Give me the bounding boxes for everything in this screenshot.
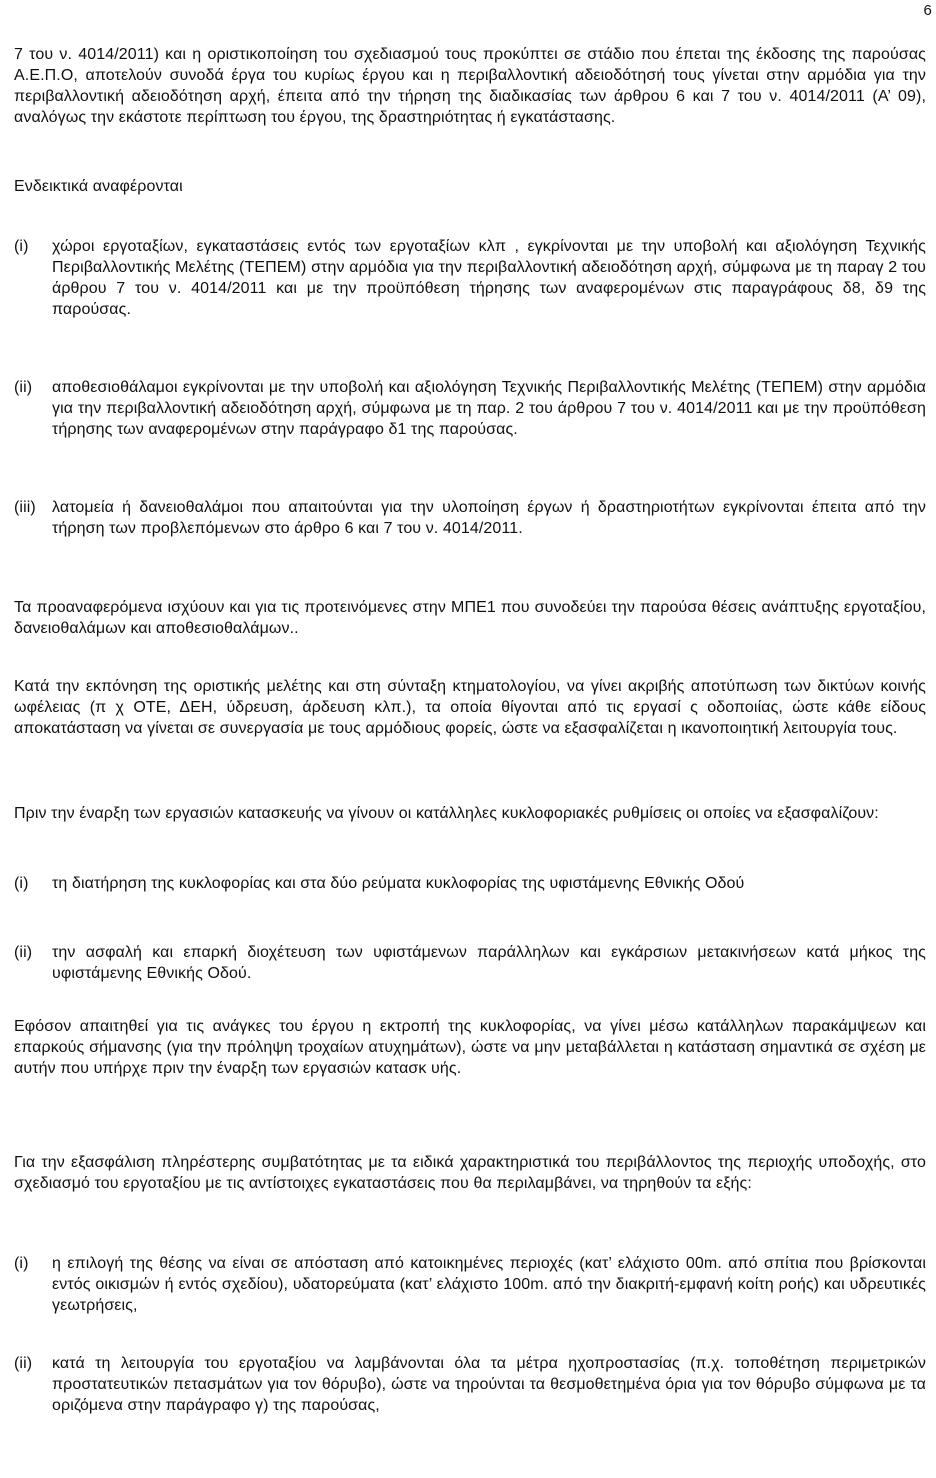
- item-marker: (i): [14, 875, 29, 892]
- item-text: τη διατήρηση της κυκλοφορίας και στα δύο ρεύματα κυκλοφορίας της υφιστάμενης Εθνικής Οδού: [52, 875, 745, 892]
- compatibility-item-1: [14, 1253, 926, 1316]
- proposed-paragraph: Τα προαναφερόμενα ισχύουν και για τις προτεινόμενες στην ΜΠΕ1 που συνοδεύει την παρούσα θέσεις ανάπτυξης εργοταξίου, δανειοθαλάμων και αποθεσιοθαλάμων..: [14, 599, 926, 637]
- item-marker: (ii): [14, 944, 33, 961]
- item-marker: (i): [14, 238, 29, 255]
- traffic-intro-paragraph: Πριν την έναρξη των εργασιών κατασκευής να γίνουν οι κατάλληλες κυκλοφοριακές ρυθμίσεις οι οποίες να εξασφαλίζουν:: [14, 805, 879, 822]
- indicative-heading: Ενδεικτικά αναφέρονται: [14, 178, 183, 195]
- item-marker: (iii): [14, 499, 36, 516]
- item-text: κατά τη λειτουργία του εργοταξίου να λαμβάνονται όλα τα μέτρα ηχοπροστασίας (π.χ. τοποθέτηση περιμετρικών προστατευτικών πετασμάτων για τον θόρυβο), ώστε να τηρούνται τα θεσμοθετημένα όρια για τον θόρυβο σύμφωνα με τα οριζόμενα στην παράγραφο γ) της παρούσας,: [52, 1355, 926, 1414]
- item-marker: (ii): [14, 379, 33, 396]
- item-text: η επιλογή της θέσης να είναι σε απόσταση από κατοικημένες περιοχές (κατ’ ελάχιστο 00m. από σπίτια που βρίσκονται εντός οικισμών ή εντός σχεδίου), υδατορεύματα (κατ’ ελάχιστο 100m. από την διακριτή-εμφανή κοίτη ροής) και υδρευτικές γεωτρήσεις,: [52, 1255, 926, 1314]
- item-marker: (ii): [14, 1355, 33, 1372]
- traffic-item-2: [14, 942, 926, 984]
- diversion-paragraph: Εφόσον απαιτηθεί για τις ανάγκες του έργου η εκτροπή της κυκλοφορίας, να γίνει μέσω κατάλληλων παρακάμψεων και επαρκούς σήμανσης (για την πρόληψη τροχαίων ατυχημάτων), ώστε να μην μεταβάλλεται η κατάσταση σημαντικά σε σχέση με αυτήν που υπήρχε πριν την έναρξη των εργασιών κατασκ υής.: [14, 1018, 926, 1077]
- page-number: 6: [923, 2, 932, 19]
- item-marker: (i): [14, 1255, 29, 1272]
- item-text: την ασφαλή και επαρκή διοχέτευση των υφιστάμενων παράλληλων και εγκάρσιων μετακινήσεων κατά μήκος της υφιστάμενης Εθνικής Οδού.: [52, 944, 926, 982]
- compatibility-item-2: [14, 1353, 926, 1416]
- traffic-item-1: [14, 873, 926, 894]
- item-text: λατομεία ή δανειοθαλάμοι που απαιτούνται για την υλοποίηση έργων ή δραστηριοτήτων εγκρίνονται έπειτα από την τήρηση των προβλεπόμενων στο άρθρο 6 και 7 του ν. 4014/2011.: [52, 499, 926, 537]
- compatibility-intro-paragraph: Για την εξασφάλιση πληρέστερης συμβατότητας με τα ειδικά χαρακτηριστικά του περιβάλλοντος της περιοχής υποδοχής, στο σχεδιασμό του εργοταξίου με τις αντίστοιχες εγκαταστάσεις που θα περιλαμβάνει, να τηρηθούν τα εξής:: [14, 1154, 926, 1192]
- utilities-paragraph: Κατά την εκπόνηση της οριστικής μελέτης και στη σύνταξη κτηματολογίου, να γίνει ακριβής αποτύπωση των δικτύων κοινής ωφέλειας (π χ ΟΤΕ, ΔΕΗ, ύδρευση, άρδευση κλπ.), τα οποία θίγονται από τις εργασί ς οδοποιίας, ώστε κάθε είδους αποκατάσταση να γίνεται σε συνεργασία με τους αρμόδιους φορείς, ώστε να εξασφαλίζεται η ικανοποιητική λειτουργία τους.: [14, 678, 926, 737]
- indicative-item-3: [14, 497, 926, 539]
- indicative-item-1: [14, 236, 926, 320]
- intro-paragraph: 7 του ν. 4014/2011) και η οριστικοποίηση του σχεδιασμού τους προκύπτει σε στάδιο που έπεται της έκδοσης της παρούσας Α.Ε.Π.Ο, αποτελούν συνοδά έργα του κυρίως έργου και η περιβαλλοντική αδειοδότησή τους γίνεται στην αρμόδια για την περιβαλλοντική αδειοδότηση αρχή, έπειτα από την τήρηση της διαδικασίας των άρθρου 6 και 7 του ν. 4014/2011 (Α’ 09), αναλόγως την εκάστοτε περίπτωση του έργου, της δραστηριότητας ή εγκατάστασης.: [14, 46, 926, 126]
- item-text: αποθεσιοθάλαμοι εγκρίνονται με την υποβολή και αξιολόγηση Τεχνικής Περιβαλλοντικής Μελέτης (ΤΕΠΕΜ) στην αρμόδια για την περιβαλλοντική αδειοδότηση αρχή, σύμφωνα με τη παρ. 2 του άρθρου 7 του ν. 4014/2011 και με την προϋπόθεση τήρησης των αναφερομένων στην παράγραφο δ1 της παρούσας.: [52, 379, 926, 438]
- item-text: χώροι εργοταξίων, εγκαταστάσεις εντός των εργοταξίων κλπ , εγκρίνονται με την υποβολή και αξιολόγηση Τεχνικής Περιβαλλοντικής Μελέτης (ΤΕΠΕΜ) στην αρμόδια για την περιβαλλοντική αδειοδότηση αρχή, σύμφωνα με τη παραγ 2 του άρθρου 7 του ν. 4014/2011 και με την προϋπόθεση τήρησης των αναφερομένων στις παραγράφους δ8, δ9 της παρούσας.: [52, 238, 926, 318]
- indicative-item-2: [14, 377, 926, 440]
